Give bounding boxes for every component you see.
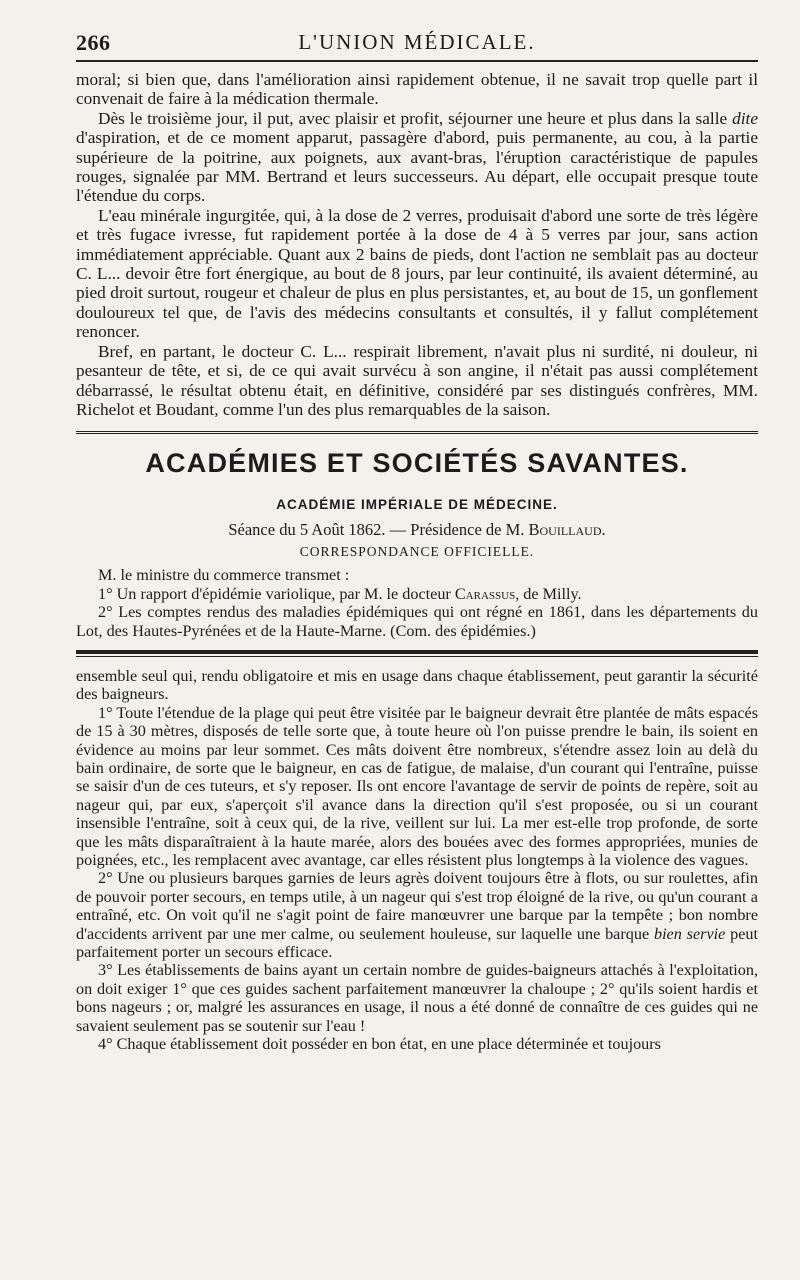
paragraph: M. le ministre du commerce transmet : (98, 566, 350, 585)
academy-name: ACADÉMIE IMPÉRIALE DE MÉDECINE. (276, 497, 558, 513)
paragraph-text: 2° Une ou plusieurs barques garnies de leurs agrès doivent toujours être à flots, ou sur roulettes, afin de pouvoir porter secours, en temps utile, à un nageur qui s'est trop éloigné de la rive, ou qu'un courant a entraîné, etc. On voit qu'il ne s'agit point de faire manœuvrer une barque par la tempête ; bon nombre d'accidents arrivent par une mer calme, ou seulement houleuse, sur laquelle une barque (76, 869, 758, 943)
section-divider (76, 650, 758, 657)
paragraph (76, 869, 758, 961)
paragraph: 4° Chaque établissement doit posséder en bon état, en une place déterminée et toujours (98, 1035, 661, 1054)
emphasis-text: bien servie (653, 924, 726, 943)
paragraph: Bref, en partant, le docteur C. L... respirait librement, n'avait plus ni surdité, ni douleur, ni pesanteur de tête, et si, de ce qui avait survécu à son angine, il n'était pas aussi complétement débarrassé, le résultat obtenu était, en définitive, considéré par ses distingués confrères, MM. Richelot et Boudant, comme l'un des plus remarquables de la saison. (76, 341, 758, 419)
bottom-article (76, 667, 758, 1054)
paragraph: ensemble seul qui, rendu obligatoire et mis en usage dans chaque établissement, peut garantir la sécurité des baigneurs. (76, 666, 758, 704)
session-line (76, 520, 758, 540)
paragraph (76, 109, 758, 206)
paragraph: L'eau minérale ingurgitée, qui, à la dose de 2 verres, produisait d'abord une sorte de très légère et très fugace ivresse, fut rapidement portée à la dose de 4 à 5 verres par jour, sans action immédiatement appréciable. Quant aux 2 bains de pieds, dont l'action ne semblait pas au docteur C. L... devoir être fort énergique, au bout de 8 jours, par leur continuité, ils avaient déterminé, au pied droit surtout, rougeur et chaleur de plus en plus persistantes, et, au bout de 15, un gonflement douloureux tel que, de l'avis des médecins consultants et consultés, il y fallut complétement renoncer. (76, 205, 758, 342)
paragraph-text: Dès le troisième jour, il put, avec plaisir et profit, séjourner une heure et plus dans la salle (98, 108, 733, 128)
author-name: Carassus (454, 584, 516, 603)
list-item: 2° Les comptes rendus des maladies épidémiques qui ont régné en 1861, dans les départements du Lot, des Hautes-Pyrénées et de la Haute-Marne. (Com. des épidémies.) (76, 603, 758, 640)
list-item (76, 585, 758, 603)
journal-title: L'UNION MÉDICALE. (298, 30, 536, 54)
session-suffix: . (601, 520, 606, 540)
session-prefix: Séance du 5 Août 1862. — Présidence de M. (228, 520, 529, 540)
top-article (76, 70, 758, 419)
paragraph: moral; si bien que, dans l'amélioration ainsi rapidement obtenue, il ne savait trop quelle part il convenait de faire à la médication thermale. (76, 70, 758, 109)
president-name: Bouillaud (528, 520, 602, 540)
paragraph-text: d'aspiration, et de ce moment apparut, passagère d'abord, puis permanente, au cou, à la partie supérieure de la poitrine, aux poignets, aux avant-bras, l'éruption caractéristique de papules rouges, signalée par MM. Bertrand et leurs successeurs. Au départ, elle occupait presque toute l'étendue du corps. (76, 128, 758, 206)
correspondence-heading: CORRESPONDANCE OFFICIELLE. (299, 544, 535, 560)
item-text: 1° Un rapport d'épidémie variolique, par M. le docteur (98, 584, 455, 603)
section-heading: ACADÉMIES ET SOCIÉTÉS SAVANTES. (145, 448, 689, 479)
section-divider (76, 431, 758, 434)
emphasis-text: dite (732, 108, 758, 128)
item-text: , de Milly. (515, 584, 582, 603)
academy-section (76, 448, 758, 640)
paragraph: 3° Les établissements de bains ayant un certain nombre de guides-baigneurs attachés à l'exploitation, on doit exiger 1° que ces guides sachent parfaitement manœuvrer la chaloupe ; 2° qu'ils soient hardis et bons nageurs ; or, malgré les assurances en usage, il nous a été donné de connaître de ces guides qui ne savaient seulement pas se soutenir sur l'eau ! (76, 961, 758, 1035)
running-header (76, 26, 758, 62)
paragraph: 1° Toute l'étendue de la plage qui peut être visitée par le baigneur devrait être plantée de mâts espacés de 15 à 30 mètres, disposés de telle sorte que, à toute heure où l'on puisse prendre le bain, ils soient en évidence au moins par leur sommet. Ces mâts doivent être nombreux, s'étendre assez loin au delà du bain ordinaire, de sorte que le baigneur, en cas de fatigue, de malaise, d'un courant qui l'entraîne, puisse se saisir d'un de ces tuteurs, et s'y reposer. Ils ont encore l'avantage de servir de points de repère, soit au nageur qui, par eux, s'aperçoit s'il avance dans la direction qu'il s'est proposée, ou si un courant insensible l'entraîne, soit à ceux qui, de la rive, veillent sur lui. La mer est-elle trop profonde, de sorte que les mâts disparaîtraient à la haute marée, alors des bouées avec des formes appropriées, munies de poignées, etc., les remplacent avec avantage, car elles résistent plus longtemps à la violence des vagues. (76, 703, 758, 869)
paragraph-text: peut parfaitement porter un secours efficace. (76, 924, 759, 962)
page-number: 266 (76, 30, 111, 55)
